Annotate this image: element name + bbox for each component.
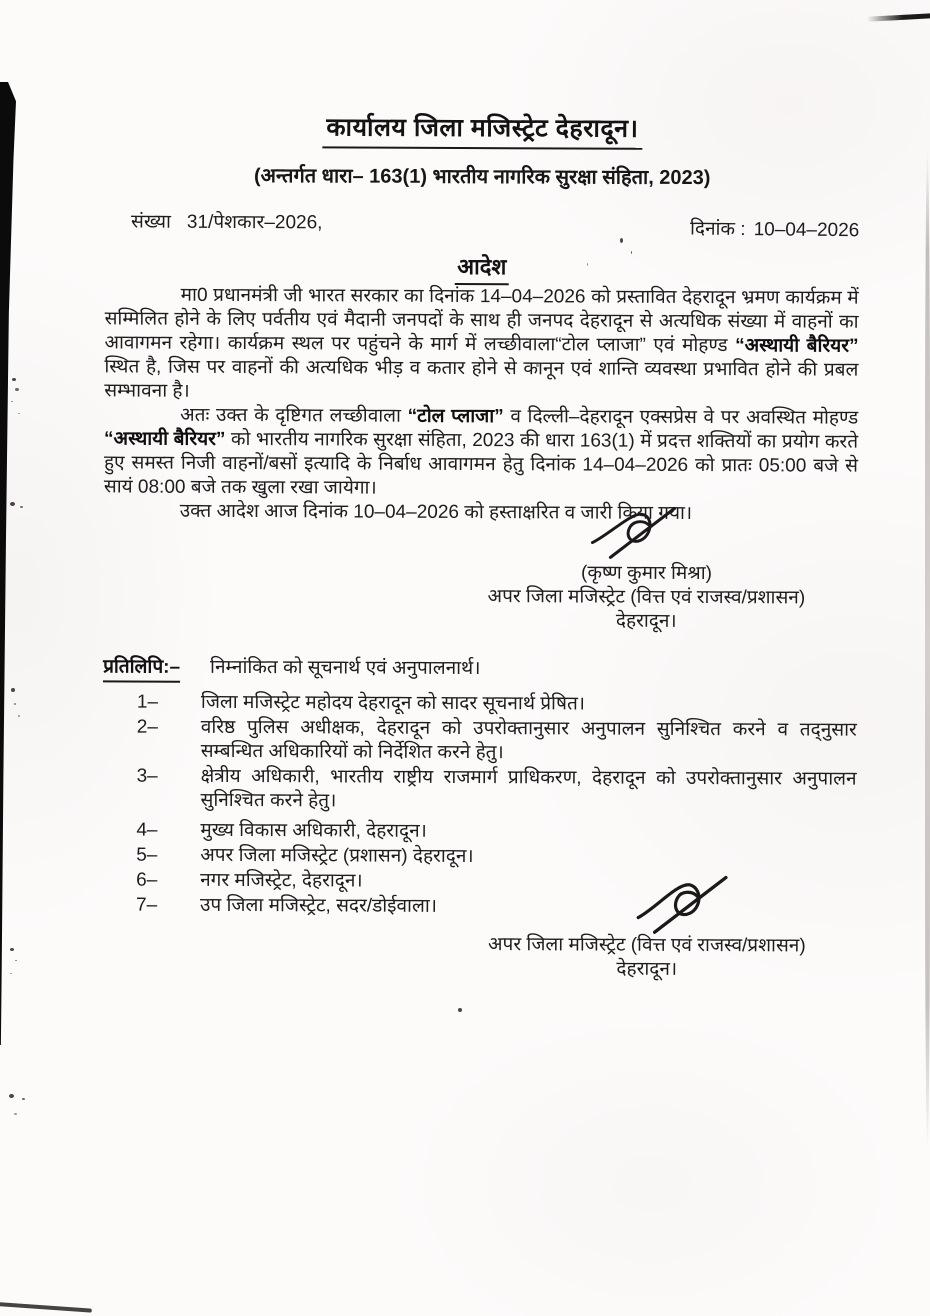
copy-list-item-5 bbox=[136, 844, 856, 871]
ref-number bbox=[131, 211, 339, 236]
copy-item-text: क्षेत्रीय अधिकारी, भारतीय राष्ट्रीय राजमार्ग प्राधिकरण, देहरादून को उपरोक्तानुसार अनुपालन सुनिश्चित करने हेतु। bbox=[200, 765, 857, 812]
ink-speck bbox=[9, 1094, 14, 1098]
order-heading: आदेश bbox=[455, 253, 508, 285]
copy-item-number: 2– bbox=[136, 716, 159, 738]
paragraph-1: मा0 प्रधानमंत्री जी भारत सरकार का दिनांक 14–04–2026 को प्रस्तावित देहरादून भ्रमण कार्यक्रम में सम्मिलित होने के लिए पर्वतीय एवं मैदानी जनपदों के साथ ही जनपद देहरादून से अत्यधिक संख्या में वाहनों का आवागमन रहेगा। कार्यक्रम स्थल पर पहुंचने के मार्ग में लच्छीवाला“टोल प्लाजा” एवं मोहण्ड “अस्थायी बैरियर” स्थित है, जिस पर वाहनों की अत्यधिक भीड़ व कतार होने से कानून एवं शान्ति व्यवस्था प्रभावित होने की प्रबल सम्भावना है। bbox=[104, 284, 859, 402]
copy-item-text: अपर जिला मजिस्ट्रेट (प्रशासन) देहरादून। bbox=[200, 844, 474, 868]
signatory-place: देहरादून। bbox=[616, 958, 678, 980]
copy-distribution-list bbox=[102, 690, 857, 920]
copy-list-item-1 bbox=[137, 691, 857, 718]
reference-line bbox=[105, 210, 860, 242]
signature-scribble-icon bbox=[584, 500, 686, 562]
copy-item-number: 3– bbox=[136, 765, 158, 787]
scan-line-bottom-left bbox=[0, 1302, 92, 1313]
signature-block-2 bbox=[432, 927, 862, 983]
ref-number-value: 31/पेशकार–2026, bbox=[186, 211, 323, 234]
office-title: कार्यालय जिला मजिस्ट्रेट देहरादून। bbox=[322, 111, 642, 149]
copy-list-item-3 bbox=[136, 765, 856, 816]
copy-item-text: वरिष्ठ पुलिस अधीक्षक, देहरादून को उपरोक्तानुसार अनुपालन सुनिश्चित करने व तद्नुसार सम्बन्धित अधिकारियों को निर्देशित करने हेतु। bbox=[200, 716, 857, 764]
copy-item-number: 1– bbox=[136, 691, 159, 713]
copy-item-text: जिला मजिस्ट्रेट महोदय देहरादून को सादर सूचनार्थ प्रेषित। bbox=[200, 691, 586, 715]
copy-list-item-2 bbox=[137, 716, 857, 767]
signatory-designation: अपर जिला मजिस्ट्रेट (वित्त एवं राजस्व/प्रशासन) bbox=[487, 586, 806, 609]
ink-speck bbox=[458, 1008, 462, 1012]
date-line bbox=[690, 217, 860, 243]
paragraph-2: अतः उक्त के दृष्टिगत लच्छीवाला “टोल प्लाजा” व दिल्ली–देहरादून एक्सप्रेस वे पर अवस्थित मोहण्ड “अस्थायी बैरियर” को भारतीय नागरिक सुरक्षा संहिता, 2023 की धारा 163(1) में प्रदत्त शक्तियों का प्रयोग करते हुए समस्त निजी वाहनों/बसों इत्यादि के निर्बाध आवागमन हेतु दिनांक 14–04–2026 को प्रातः 05:00 बजे से सायं 08:00 बजे तक खुला रखा जायेगा। bbox=[103, 404, 859, 499]
statute-subtitle: (अन्तर्गत धारा– 163(1) भारतीय नागरिक सुरक्षा संहिता, 2023) bbox=[253, 165, 711, 190]
signatory-place: देहरादून। bbox=[615, 610, 677, 632]
date-label: दिनांक : bbox=[689, 218, 746, 241]
copy-item-number: 5– bbox=[136, 844, 158, 866]
copy-item-text: उप जिला मजिस्ट्रेट, सदर/डोईवाला। bbox=[200, 894, 438, 917]
copy-item-number: 7– bbox=[136, 894, 158, 916]
copy-item-number: 6– bbox=[136, 869, 158, 891]
date-value: 10–04–2026 bbox=[753, 219, 860, 242]
copy-item-number: 4– bbox=[136, 819, 158, 841]
copy-label: प्रतिलिपि:– bbox=[103, 655, 180, 682]
copy-item-text: नगर मजिस्ट्रेट, देहरादून। bbox=[200, 869, 363, 892]
signature-scribble-icon bbox=[627, 868, 739, 935]
signatory-name: (कृष्ण कुमार मिश्रा) bbox=[580, 562, 713, 585]
copy-intro: निम्नांकित को सूचनार्थ एवं अनुपालनार्थ। bbox=[210, 656, 481, 680]
ref-number-label: संख्या bbox=[130, 211, 171, 233]
copy-list-item-7 bbox=[136, 894, 856, 921]
copy-item-text: मुख्य विकास अधिकारी, देहरादून। bbox=[200, 819, 427, 842]
copy-list-item-4 bbox=[136, 819, 856, 846]
paragraph-3: उक्त आदेश आज दिनांक 10–04–2026 को हस्ताक्षरित व जारी किया गया। bbox=[179, 500, 693, 524]
signatory-designation: अपर जिला मजिस्ट्रेट (वित्त एवं राजस्व/प्रशासन) bbox=[488, 934, 806, 957]
copy-distribution-header bbox=[103, 655, 857, 685]
copy-list-item-6 bbox=[136, 869, 856, 896]
